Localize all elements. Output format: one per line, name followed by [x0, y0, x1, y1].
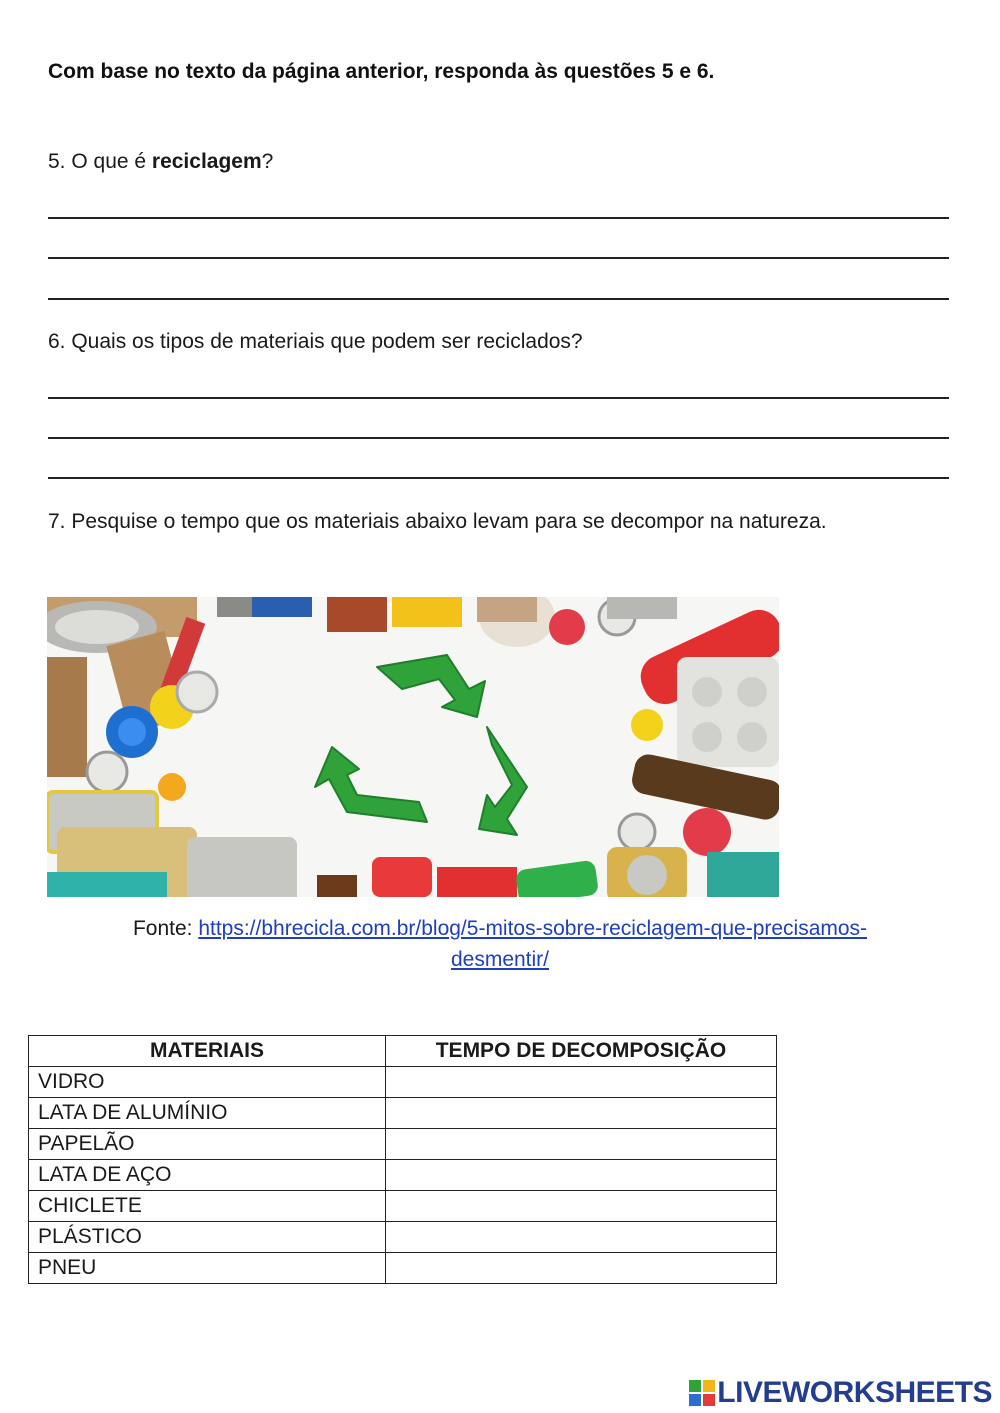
question-5-prefix: 5. O que é: [48, 150, 152, 173]
answer-line-q6-3[interactable]: [48, 477, 949, 479]
answer-line-q5-3[interactable]: [48, 298, 949, 300]
source-link[interactable]: https://bhrecicla.com.br/blog/5-mitos-sobre-reciclagem-que-precisamos-: [198, 917, 868, 940]
material-cell: PAPELÃO: [29, 1129, 386, 1160]
source-label: Fonte:: [132, 917, 199, 940]
decomposition-time-cell[interactable]: [386, 1191, 777, 1222]
question-5: [48, 150, 273, 174]
answer-line-q5-1[interactable]: [48, 217, 949, 219]
material-cell: PLÁSTICO: [29, 1222, 386, 1253]
decomposition-time-cell[interactable]: [386, 1067, 777, 1098]
decomposition-time-cell[interactable]: [386, 1160, 777, 1191]
answer-line-q6-2[interactable]: [48, 437, 949, 439]
table-row: [29, 1129, 777, 1160]
table-row: [29, 1191, 777, 1222]
decomposition-time-cell[interactable]: [386, 1098, 777, 1129]
question-7: 7. Pesquise o tempo que os materiais abaixo levam para se decompor na natureza.: [48, 510, 827, 533]
header-decomposition-time: TEMPO DE DECOMPOSIÇÃO: [386, 1036, 777, 1067]
table-row: [29, 1222, 777, 1253]
liveworksheets-logo-icon: [689, 1380, 715, 1406]
question-5-keyword: reciclagem: [151, 150, 262, 173]
source-link-continuation[interactable]: desmentir/: [450, 948, 550, 971]
table-row: [29, 1098, 777, 1129]
answer-line-q6-1[interactable]: [48, 397, 949, 399]
image-source: [0, 913, 1000, 975]
decomposition-table: [28, 1035, 777, 1284]
liveworksheets-brand: [689, 1376, 992, 1410]
brand-name: LIVEWORKSHEETS: [717, 1376, 992, 1409]
material-cell: PNEU: [29, 1253, 386, 1284]
instructions-heading: Com base no texto da página anterior, responda às questões 5 e 6.: [48, 60, 715, 83]
decomposition-time-cell[interactable]: [386, 1129, 777, 1160]
question-5-suffix: ?: [261, 150, 274, 173]
recycling-materials-photo: [47, 597, 779, 897]
answer-line-q5-2[interactable]: [48, 257, 949, 259]
table-row: [29, 1253, 777, 1284]
table-row: [29, 1067, 777, 1098]
decomposition-time-cell[interactable]: [386, 1222, 777, 1253]
material-cell: LATA DE ALUMÍNIO: [29, 1098, 386, 1129]
recycling-photo-illustration: [47, 597, 779, 897]
table-row: [29, 1160, 777, 1191]
header-materials: MATERIAIS: [29, 1036, 386, 1067]
question-6: 6. Quais os tipos de materiais que podem ser reciclados?: [48, 330, 583, 353]
material-cell: LATA DE AÇO: [29, 1160, 386, 1191]
table-header-row: [29, 1036, 777, 1067]
decomposition-time-cell[interactable]: [386, 1253, 777, 1284]
material-cell: VIDRO: [29, 1067, 386, 1098]
material-cell: CHICLETE: [29, 1191, 386, 1222]
